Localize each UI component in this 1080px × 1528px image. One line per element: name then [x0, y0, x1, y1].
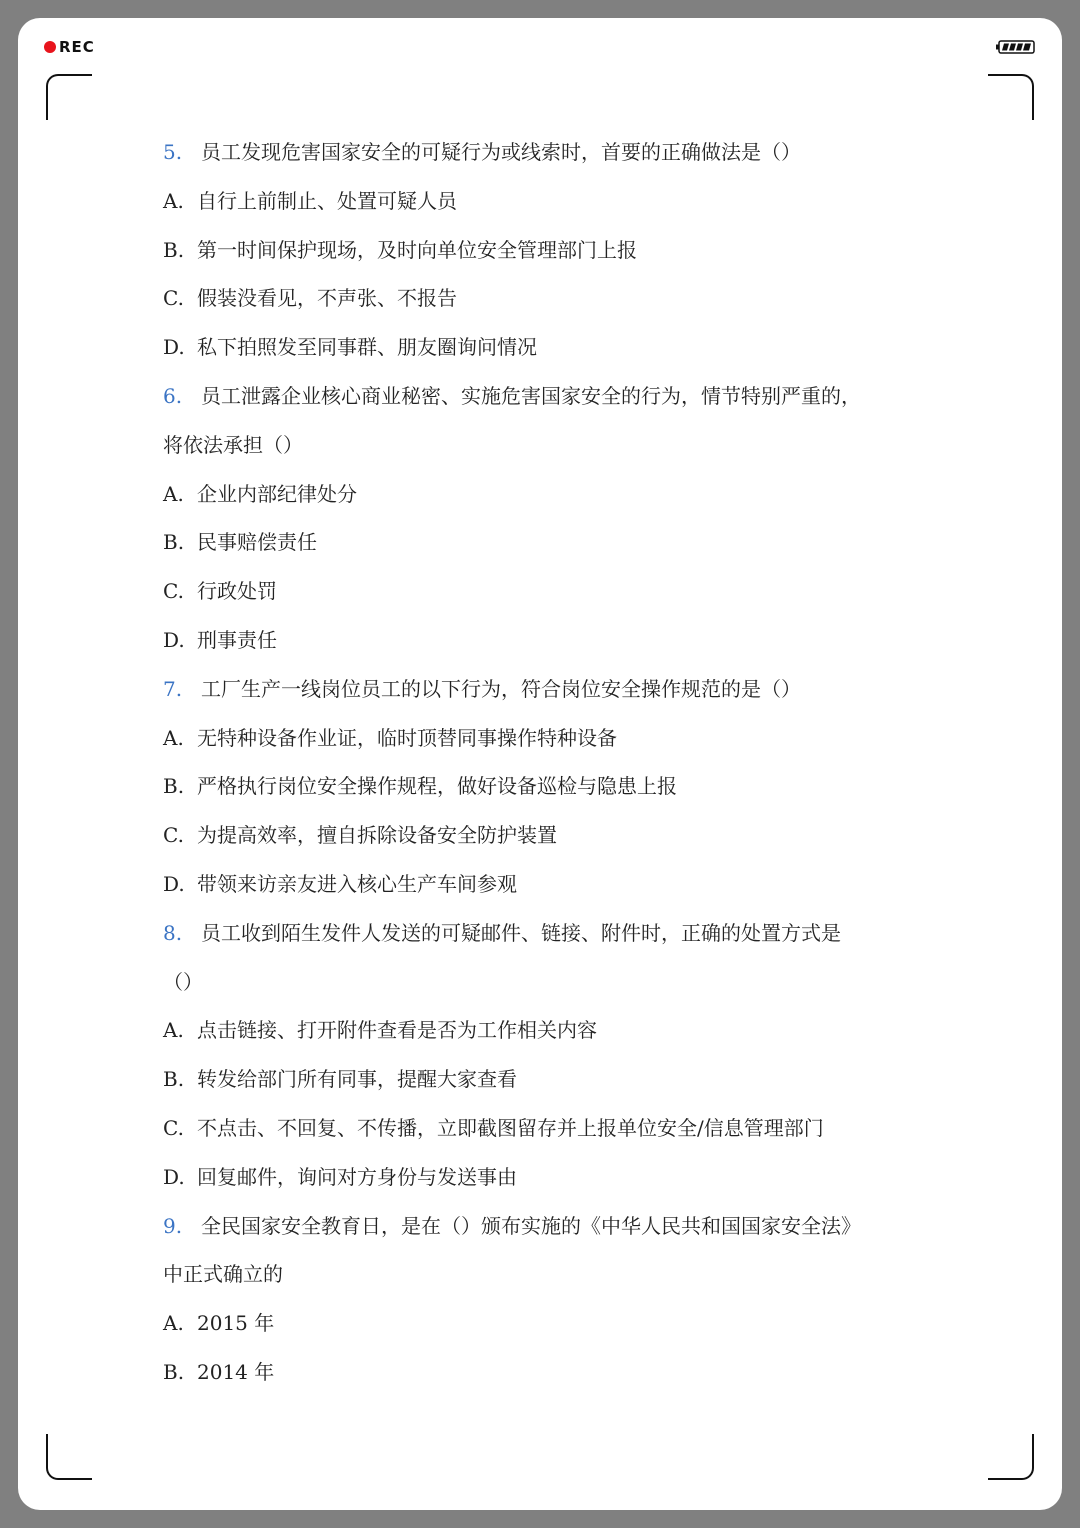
question-stem-line — [163, 128, 943, 177]
option-text: 2014 年 — [197, 1359, 275, 1384]
question-stem-line — [163, 958, 943, 1007]
option-text: 为提高效率，擅自拆除设备安全防护装置 — [197, 823, 557, 848]
option-letter: B. — [163, 774, 185, 799]
option-text: 无特种设备作业证，临时顶替同事操作特种设备 — [197, 725, 617, 750]
answer-option — [163, 1104, 943, 1153]
option-letter: B. — [163, 1359, 185, 1384]
question-stem-line — [163, 665, 943, 714]
answer-option — [163, 1055, 943, 1104]
answer-option — [163, 811, 943, 860]
question-stem-text: 全民国家安全教育日，是在（）颁布实施的《中华人民共和国国家安全法》 — [201, 1213, 861, 1238]
answer-option — [163, 1006, 943, 1055]
question-stem-text: 将依法承担（） — [163, 432, 303, 457]
question-stem-text: 中正式确立的 — [163, 1262, 283, 1287]
question-document — [163, 128, 943, 1397]
answer-option — [163, 1153, 943, 1202]
option-letter: B. — [163, 1067, 185, 1092]
rec-indicator — [44, 38, 95, 56]
option-letter: A. — [163, 725, 184, 750]
question-stem-text: 员工发现危害国家安全的可疑行为或线索时，首要的正确做法是（） — [201, 140, 801, 164]
viewfinder-corner-top-right — [988, 74, 1034, 120]
answer-option — [163, 714, 943, 763]
option-text: 严格执行岗位安全操作规程，做好设备巡检与隐患上报 — [197, 774, 677, 799]
option-letter: C. — [163, 1115, 184, 1140]
option-letter: C. — [163, 823, 184, 848]
option-text: 点击链接、打开附件查看是否为工作相关内容 — [197, 1018, 597, 1043]
answer-option — [163, 518, 943, 567]
answer-option — [163, 1299, 943, 1348]
viewfinder-corner-bottom-right — [988, 1434, 1034, 1480]
answer-option — [163, 274, 943, 323]
answer-option — [163, 860, 943, 909]
question-stem-line — [163, 1250, 943, 1299]
answer-option — [163, 1348, 943, 1397]
question-number: 6. — [163, 383, 183, 408]
option-letter: D. — [163, 871, 185, 896]
option-letter: D. — [163, 627, 185, 652]
question-stem-line — [163, 421, 943, 470]
rec-label: REC — [59, 38, 95, 56]
option-letter: A. — [163, 1311, 184, 1336]
viewfinder-corner-top-left — [46, 74, 92, 120]
option-text: 带领来访亲友进入核心生产车间参观 — [197, 871, 517, 896]
option-letter: D. — [163, 1164, 185, 1189]
question-stem-line — [163, 372, 943, 421]
question-stem-text: 员工泄露企业核心商业秘密、实施危害国家安全的行为，情节特别严重的， — [201, 383, 861, 408]
answer-option — [163, 177, 943, 226]
option-letter: C. — [163, 286, 184, 311]
answer-option — [163, 226, 943, 275]
option-text: 行政处罚 — [197, 579, 277, 604]
option-text: 民事赔偿责任 — [197, 530, 317, 555]
question-stem-line — [163, 909, 943, 958]
option-text: 转发给部门所有同事，提醒大家查看 — [197, 1067, 517, 1092]
question-stem-text: 员工收到陌生发件人发送的可疑邮件、链接、附件时，正确的处置方式是 — [201, 920, 841, 945]
option-text: 第一时间保护现场，及时向单位安全管理部门上报 — [197, 237, 637, 262]
question-number: 7. — [163, 676, 183, 701]
option-letter: D. — [163, 335, 185, 360]
option-text: 自行上前制止、处置可疑人员 — [197, 188, 457, 213]
answer-option — [163, 567, 943, 616]
option-letter: A. — [163, 188, 184, 213]
option-letter: B. — [163, 530, 185, 555]
answer-option — [163, 470, 943, 519]
battery-icon — [996, 40, 1036, 54]
option-text: 刑事责任 — [197, 627, 277, 652]
question-number: 9. — [163, 1213, 183, 1238]
question-stem-text: （） — [163, 969, 203, 994]
question-number: 8. — [163, 920, 183, 945]
record-dot-icon — [44, 41, 56, 53]
option-letter: A. — [163, 481, 184, 506]
recorder-frame — [18, 18, 1062, 1510]
option-text: 回复邮件，询问对方身份与发送事由 — [197, 1164, 517, 1189]
option-text: 假装没看见，不声张、不报告 — [197, 286, 457, 311]
viewfinder-corner-bottom-left — [46, 1434, 92, 1480]
option-text: 2015 年 — [197, 1311, 275, 1336]
answer-option — [163, 616, 943, 665]
answer-option — [163, 762, 943, 811]
option-letter: B. — [163, 237, 185, 262]
question-stem-text: 工厂生产一线岗位员工的以下行为，符合岗位安全操作规范的是（） — [201, 676, 801, 701]
option-letter: A. — [163, 1018, 184, 1043]
question-number: 5. — [163, 140, 183, 164]
question-stem-line — [163, 1202, 943, 1251]
option-letter: C. — [163, 579, 184, 604]
option-text: 私下拍照发至同事群、朋友圈询问情况 — [197, 335, 537, 360]
option-text: 不点击、不回复、不传播，立即截图留存并上报单位安全/信息管理部门 — [197, 1115, 824, 1140]
answer-option — [163, 323, 943, 372]
option-text: 企业内部纪律处分 — [197, 481, 357, 506]
